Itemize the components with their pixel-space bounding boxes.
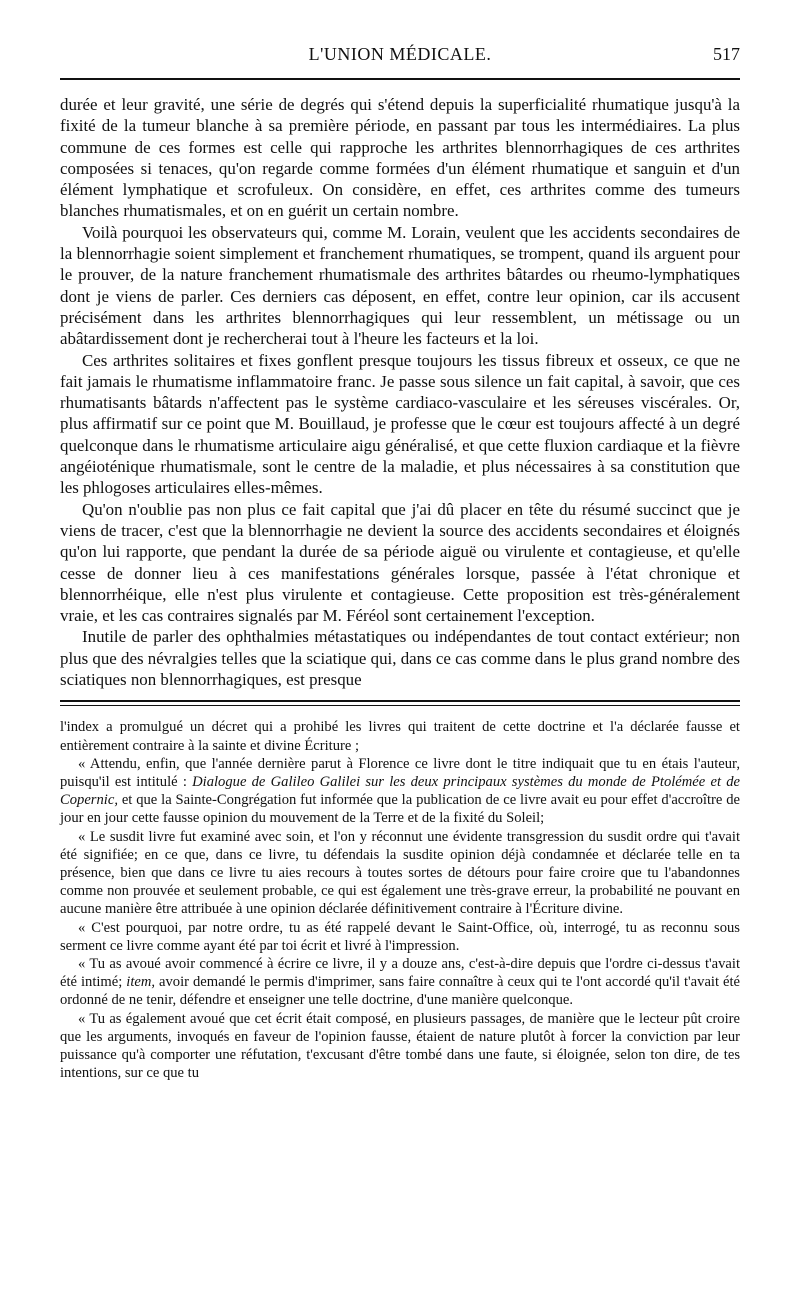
footnote-paragraph: « C'est pourquoi, par notre ordre, tu as été rappelé devant le Saint-Office, où, interrogé, tu as reconnu sous serment ce livre comme ayant été par toi écrit et livré à l'impression. <box>60 919 740 954</box>
footnote-paragraph: « Le susdit livre fut examiné avec soin, et l'on y réconnut une évidente transgression du susdit ordre qui t'avait été signifiée; en ce que, dans ce livre, tu défendais la susdite opinion déjà condamnée et déclarée telle en ta présence, bien que dans ce livre tu aies recours à toutes sortes de détours pour faire croire que tu l'abandonnes comme non prouvée et seulement probable, ce qui est également une très-grave erreur, la probabilité ne pouvant en aucune manière être attribuée à une opinion déclarée définitivement contraire à l'Écriture divine. <box>60 828 740 918</box>
main-paragraph: Qu'on n'oublie pas non plus ce fait capital que j'ai dû placer en tête du résumé succinct que je viens de tracer, c'est que la blennorrhagie ne devient la source des accidents secondaires et éloignés qu'on lui rapporte, que pendant la durée de sa période aiguë ou virulente et contagieuse, et qu'elle cesse de donner lieu à ces manifestations générales lorsque, passée à l'état chronique et blennorrhéique, elle n'est plus virulente et contagieuse. Cette proposition est très-généralement vraie, et les cas contraires signalés par M. Féréol sont certainement l'exception. <box>60 499 740 626</box>
book-title: Dialogue de Galileo Galilei sur les deux principaux systèmes du monde de Ptolémée et de Copernic, <box>60 773 740 809</box>
item-word: item, <box>126 974 156 991</box>
main-text <box>60 94 740 690</box>
footnote-text-run: « Tu as avoué avoir commencé à écrire ce livre, il y a douze ans, c'est-à-dire depuis que l'ordre ci-dessus t'avait été intimé; <box>60 955 740 991</box>
header-rule <box>60 78 740 80</box>
footnote-paragraph: « Tu as également avoué que cet écrit était composé, en plusieurs passages, de manière que le lecteur pût croire que les arguments, invoqués en faveur de l'opinion fausse, étaient de nature plutôt à forcer la conviction par leur puissance qu'à comporter une réfutation, t'excusant d'être tombé dans une faute, si éloignée, selon ton dire, de tes intentions, sur ce que tu <box>60 1010 740 1082</box>
running-header <box>60 44 740 72</box>
footnote-paragraph <box>60 755 740 828</box>
footnote-paragraph <box>60 955 740 1010</box>
footnote-paragraph: l'index a promulgué un décret qui a prohibé les livres qui traitent de cette doctrine et l'a déclarée fausse et entièrement contraire à la sainte et divine Écriture ; <box>60 719 740 754</box>
footnote-separator <box>60 700 740 706</box>
footnote-text-run: « Attendu, enfin, que l'année dernière parut à Florence ce livre dont le titre indiquait que tu en étais l'auteur, puisqu'il est intitulé : <box>60 755 740 790</box>
main-paragraph: Inutile de parler des ophthalmies métastatiques ou indépendantes de tout contact extérieur; non plus que des névralgies telles que la sciatique qui, dans ce cas comme dans le plus grand nombre des sciatiques non blennorrhagiques, est presque <box>60 627 740 690</box>
journal-title: L'UNION MÉDICALE. <box>308 44 492 64</box>
page <box>60 44 740 1082</box>
page-number: 517 <box>713 44 740 64</box>
footnote-text-run: avoir demandé le permis d'imprimer, sans faire connaître à ceux qui te l'ont accordé qu'il t'avait été ordonné de ne tenir, défendre et enseigner une telle doctrine, d'une manière quelconque. <box>60 974 740 1009</box>
footnote-text-run: et que la Sainte-Congrégation fut informée que la publication de ce livre avait eu pour effet d'accroître de jour en jour cette fausse opinion du mouvement de la Terre et de la fixité du Soleil; <box>60 792 740 827</box>
main-paragraph: durée et leur gravité, une série de degrés qui s'étend depuis la superficialité rhumatique jusqu'à la fixité de la tumeur blanche à sa première période, en passant par tous les intermédiaires. La plus commune de ces formes est celle qui rapproche les arthrites blennorrhagiques de ces arthrites composées si tenaces, qu'on regarde comme formées d'un élément rhumatique et sanguin et d'un élément lymphatique et scrofuleux. On considère, en effet, ces arthrites comme des tumeurs blanches rhumatismales, et on en guérit un certain nombre. <box>60 95 740 221</box>
footnote-text <box>60 718 740 1082</box>
main-paragraph: Voilà pourquoi les observateurs qui, comme M. Lorain, veulent que les accidents secondaires de la blennorrhagie soient simplement et franchement rhumatiques, se trompent, quand ils arguent pour le prouver, de la nature franchement rhumatismale des arthrites bâtardes ou rheumo-lymphatiques dont je viens de parler. Ces derniers cas déposent, en effet, contre leur opinion, car ils accusent précisément dans les arthrites blennorrhagiques qui leur ressemblent, un métissage ou un abâtardissement dont je rechercherai tout à l'heure les facteurs et la loi. <box>60 222 740 349</box>
main-paragraph: Ces arthrites solitaires et fixes gonflent presque toujours les tissus fibreux et osseux, ce que ne fait jamais le rhumatisme inflammatoire franc. Je passe sous silence un fait capital, à savoir, que ces rhumatisants bâtards n'affectent pas le système cardiaco-vasculaire et les séreuses viscérales. Or, plus affirmatif sur ce point que M. Bouillaud, je professe que le cœur est toujours affecté à un degré quelconque dans le rhumatisme articulaire aigu généralisé, et que cette fluxion cardiaque et la fièvre angéioténique rhumatismale, sont le centre de la maladie, et plus nécessaires à sa constitution que les phlogoses articulaires elles-mêmes. <box>60 350 740 498</box>
